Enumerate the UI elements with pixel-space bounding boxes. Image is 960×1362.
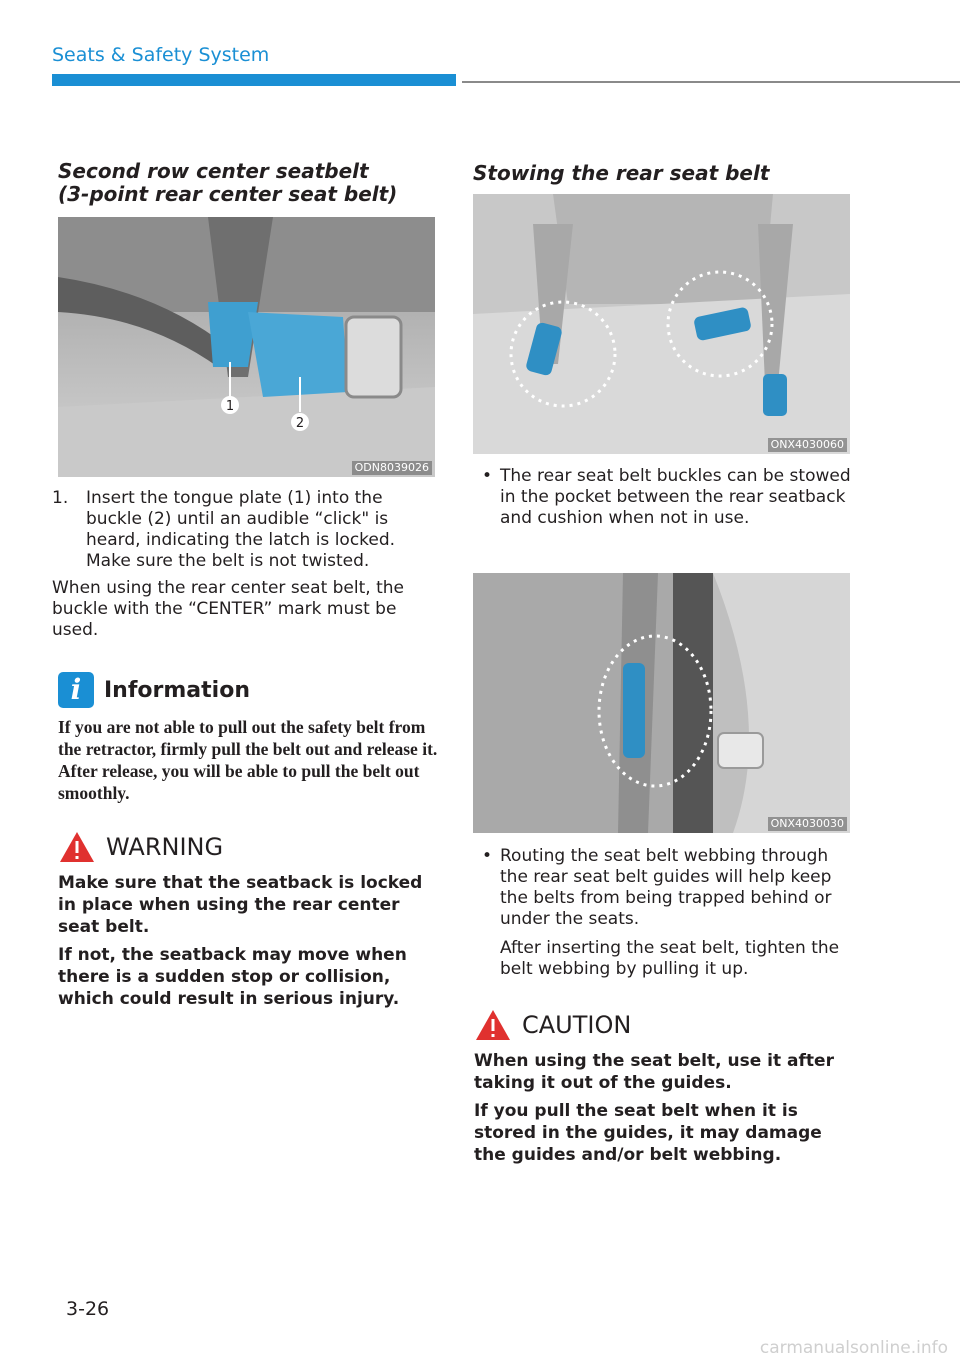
bullet-dot: • <box>481 846 493 866</box>
center-belt-paragraph: When using the rear center seat belt, the buckle with the “CENTER” mark must be used. <box>52 578 404 640</box>
left-body <box>52 488 438 641</box>
caution-text-2: If you pull the seat belt when it is stored in the guides, it may damage the guides and/or belt webbing. <box>474 1101 822 1165</box>
caution-header <box>474 1008 854 1042</box>
information-text: If you are not able to pull out the safety belt from the retractor, firmly pull the belt out and release it. After release, you will be able to pull the belt out smoothly. <box>58 717 438 803</box>
center-buckle-housing <box>346 317 401 397</box>
warning-box <box>58 830 440 1010</box>
caution-text-1: When using the seat belt, use it after taking it out of the guides. <box>474 1051 834 1093</box>
section-title: Seats & Safety System <box>52 44 270 66</box>
heading-line-1: Second row center seatbelt <box>58 159 369 183</box>
belt-guide-illustration <box>473 573 850 833</box>
step-1-text: Insert the tongue plate (1) into the buckle (2) until an audible “click" is heard, indicating the latch is locked. Make sure the belt is not twisted. <box>86 488 396 571</box>
bullet-2-subtext: After inserting the seat belt, tighten the belt webbing by pulling it up. <box>500 938 840 979</box>
step-1 <box>52 488 438 572</box>
belt-guide <box>623 663 645 758</box>
seat-cushion <box>473 294 850 454</box>
bullet-1-text: The rear seat belt buckles can be stowed in the pocket between the rear seatback and cushion when not in use. <box>500 466 851 528</box>
caution-box <box>474 1008 854 1166</box>
stowing-illustration <box>473 194 850 454</box>
bullet-dot: • <box>481 466 493 486</box>
information-label: Information <box>104 677 250 703</box>
warning-triangle-icon <box>58 830 96 864</box>
figure-belt-guide <box>473 573 850 833</box>
figure-code: ODN8039026 <box>352 461 432 475</box>
bullet-1 <box>474 466 854 529</box>
buckle <box>248 312 348 397</box>
bullet-2 <box>474 846 854 980</box>
right-heading: Stowing the rear seat belt <box>473 161 770 185</box>
figure-center-buckle <box>58 217 435 477</box>
page-number: 3-26 <box>66 1298 110 1320</box>
watermark: carmanualsonline.info <box>759 1338 948 1358</box>
figure-stowing-buckles <box>473 194 850 454</box>
left-heading <box>58 160 438 206</box>
bullet-item-stow <box>474 466 854 529</box>
door-latch <box>718 733 763 768</box>
figure-code: ONX4030060 <box>768 438 847 452</box>
buckle-tongue-right <box>763 374 787 416</box>
pillar-gap <box>673 573 713 833</box>
warning-text-2: If not, the seatback may move when there is a sudden stop or collision, which could result in serious injury. <box>58 945 407 1009</box>
callout-label-1: 1 <box>225 399 235 414</box>
header-accent-bar <box>52 74 456 86</box>
info-icon: i <box>58 672 94 708</box>
information-box <box>58 672 440 804</box>
warning-text-1: Make sure that the seatback is locked in place when using the rear center seat belt. <box>58 873 423 937</box>
header-rule <box>462 81 960 83</box>
bullet-2-text: Routing the seat belt webbing through the rear seat belt guides will help keep the belts from being trapped behind or under the seats. <box>500 846 832 929</box>
seatback-center <box>553 194 773 304</box>
buckle-illustration <box>58 217 435 477</box>
caution-triangle-icon <box>474 1008 512 1042</box>
step-1-number: 1. <box>52 488 69 508</box>
heading-line-2: (3-point rear center seat belt) <box>58 182 398 206</box>
warning-label: WARNING <box>106 833 224 861</box>
bullet-item-routing <box>474 846 854 930</box>
callout-label-2: 2 <box>295 416 305 431</box>
warning-header <box>58 830 440 864</box>
caution-label: CAUTION <box>522 1011 632 1039</box>
figure-code: ONX4030030 <box>768 817 847 831</box>
information-header <box>58 672 440 708</box>
